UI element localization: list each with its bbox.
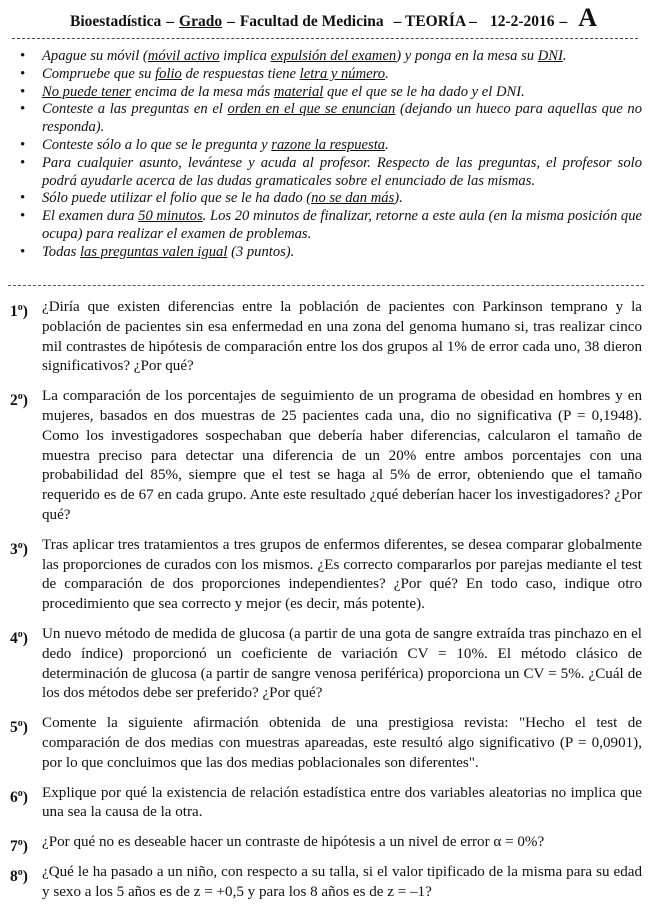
header-separator: – xyxy=(559,13,568,30)
course-name: Bioestadística xyxy=(70,13,162,30)
question-text: ¿Diría que existen diferencias entre la población de pacientes con Parkinson temprano y la población de pacientes sin esa enfermedad en una zona del genoma humano si, tras realizar cinco mil contrastes de hipótesis de comparación entre los dos grupos al 1% de error cada uno, 38 dieron significativos? ¿Por qué? xyxy=(42,299,642,375)
question-item xyxy=(10,536,642,615)
question-number: 1$^o$) xyxy=(10,302,28,321)
question-number: 6$^o$) xyxy=(10,787,28,806)
instruction-item: • Conteste sólo a lo que se le pregunta y razone la respuesta. xyxy=(16,137,642,155)
question-text: Explique por qué la existencia de relación estadística entre dos variables aleatorias no implica que una sea la causa de la otra. xyxy=(42,784,642,821)
faculty-name: Facultad de Medicina xyxy=(239,13,384,30)
questions-list xyxy=(10,298,642,913)
header-divider xyxy=(12,38,638,39)
question-item xyxy=(10,714,642,773)
degree-label: Grado xyxy=(179,13,223,30)
question-number: 8$^o$) xyxy=(10,866,28,886)
instruction-item: • Compruebe que su folio de respuestas tiene letra y número. xyxy=(16,66,642,84)
header-separator: – xyxy=(166,13,175,30)
question-number: 4$^o$) xyxy=(10,628,28,648)
instruction-item: • Apague su móvil (móvil activo implica expulsión del examen) y ponga en la mesa su DNI. xyxy=(16,48,642,66)
question-item xyxy=(10,784,642,824)
question-item xyxy=(10,387,642,526)
question-text: Tras aplicar tres tratamientos a tres grupos de enfermos diferentes, se desea comparar globalmente las proporciones de curados con los mismos. ¿Es correcto compararlos por parejas mediante el test de comparación de dos proporciones independientes? ¿Por qué? En todo caso, indique otro procedimiento que sea correcto y mejor (es decir, más potente). xyxy=(42,536,642,613)
instruction-item: • Todas las preguntas valen igual (3 puntos). xyxy=(16,244,642,262)
question-item xyxy=(10,298,642,377)
exam-date: 12-2-2016 xyxy=(489,13,555,30)
question-number: 3$^o$) xyxy=(10,539,28,558)
instruction-item: • El examen dura 50 minutos. Los 20 minutos de finalizar, retorne a este aula (en la misma posición que ocupa) para realizar el examen de problemas. xyxy=(16,208,642,244)
exam-header xyxy=(70,3,640,38)
exam-version: A xyxy=(578,3,598,32)
question-text: ¿Por qué no es deseable hacer un contraste de hipótesis a un nivel de error α = 0%? xyxy=(42,834,545,851)
instruction-item: • Para cualquier asunto, levántese y acuda al profesor. Respecto de las preguntas, el profesor solo podrá ayudarle acerca de las dudas gramaticales sobre el enunciado de las mismas. xyxy=(16,155,642,191)
question-text: Un nuevo método de medida de glucosa (a partir de una gota de sangre extraída tras pinchazo en el dedo índice) proporcionó un coeficiente de variación CV = 10%. El método clásico de determinación de glucosa (a partir de sangre venosa periférica) proporciona un CV = 5%. ¿Cuál de los dos métodos debe ser preferido? ¿Por qué? xyxy=(42,625,642,702)
instruction-item: • Sólo puede utilizar el folio que se le ha dado (no se dan más). xyxy=(16,190,642,208)
exam-type: – TEORÍA – xyxy=(393,13,477,30)
question-text: La comparación de los porcentajes de seguimiento de un programa de obesidad en hombres y en mujeres, basados en dos muestras de 25 pacientes cada una, dio no significativa (P = 0,1948). Como los investigadores sospechaban que debería haber diferencias, calcularon el tamaño de muestra preciso para detectar una diferencia de un 20% entre ambos porcentajes con una probabilidad del 85%, siempre que el test se haga al 5% de error, obteniendo que el tamaño requerido es de 67 en cada grupo. Ante este resultado ¿qué deberían hacer los investigadores? ¿Por qué? xyxy=(42,388,642,523)
instruction-item: • No puede tener encima de la mesa más material que el que se le ha dado y el DNI. xyxy=(16,84,642,102)
question-item xyxy=(10,625,642,704)
question-number: 2$^o$) xyxy=(10,391,28,410)
question-text: Comente la siguiente afirmación obtenida de una prestigiosa revista: "Hecho el test de comparación de dos medias con muestras apareadas, este resultó algo significativo (P = 0,0901), por lo que concluimos que las dos medias poblacionales son diferentes". xyxy=(42,715,642,771)
question-item xyxy=(10,833,642,856)
instruction-item: • Conteste a las preguntas en el orden en el que se enuncian (dejando un hueco para aquellas que no responda). xyxy=(16,101,642,137)
header-separator: – xyxy=(227,13,235,30)
question-item xyxy=(10,863,642,903)
question-number: 5$^o$) xyxy=(10,718,28,737)
question-text: ¿Qué le ha pasado a un niño, con respecto a su talla, si el valor tipificado de la misma para su edad y sexo a los 5 años es de z = +0,5 y para los 8 años es de z = –1? xyxy=(42,863,642,900)
instructions-divider xyxy=(8,285,644,286)
instructions-list xyxy=(16,48,642,262)
question-number: 7$^o$) xyxy=(10,837,28,856)
